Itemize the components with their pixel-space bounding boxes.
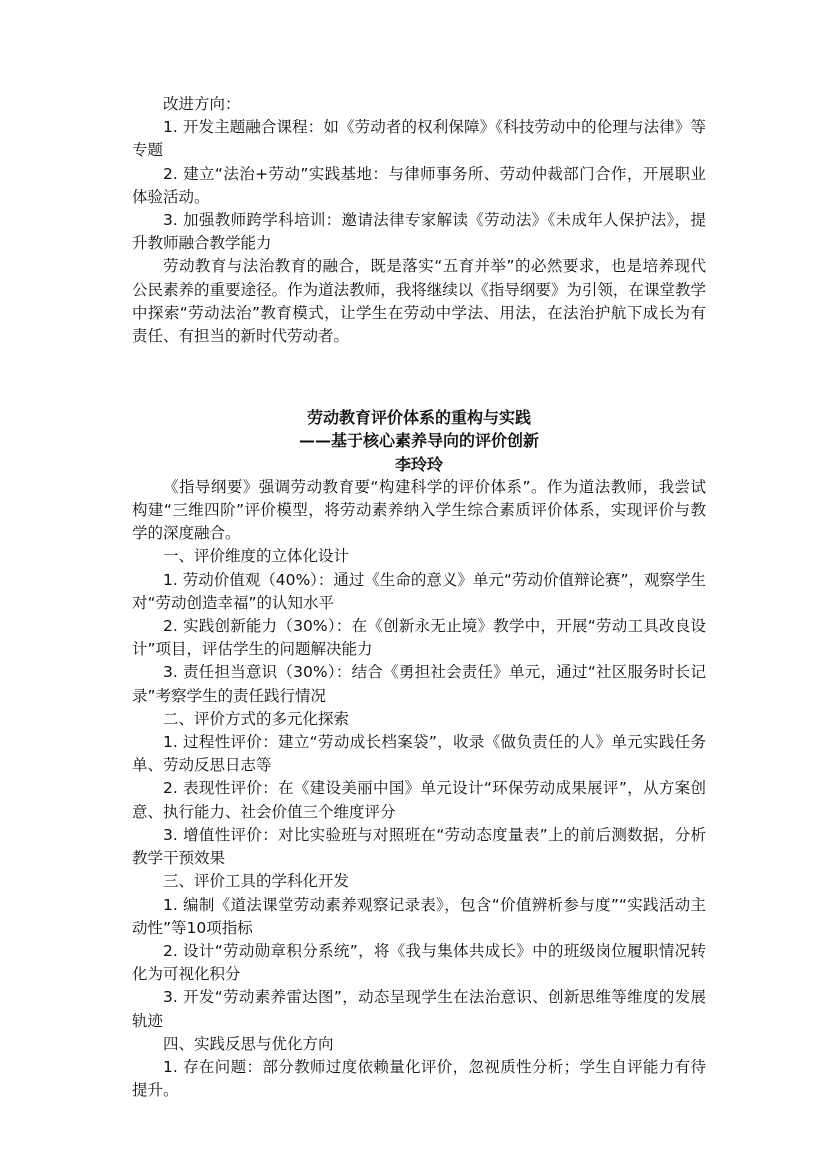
section-heading-4: 四、实践反思与优化方向 bbox=[163, 1034, 334, 1053]
section-2-item-1: 1. 过程性评价：建立“劳动成长档案袋”，收录《做负责任的人》单元实践任务单、劳动反思日志等 bbox=[132, 733, 706, 775]
section-heading-3: 三、评价工具的学科化开发 bbox=[163, 872, 350, 891]
section-spacer bbox=[132, 348, 706, 406]
section-1-item-1: 1. 劳动价值观（40%）：通过《生命的意义》单元“劳动价值辩论赛”，观察学生对“劳动创造幸福”的认知水平 bbox=[132, 570, 706, 612]
section-2-item-3: 3. 增值性评价：对比实验班与对照班在“劳动态度量表”上的前后测数据，分析教学干预效果 bbox=[132, 825, 706, 868]
section-1-item-2: 2. 实践创新能力（30%）：在《创新永无止境》教学中，开展“劳动工具改良设计”项目，评估学生的问题解决能力 bbox=[132, 617, 706, 659]
article-author: 李玲玲 bbox=[394, 454, 443, 474]
section-4-item-1: 1. 存在问题：部分教师过度依赖量化评价，忽视质性分析；学生自评能力有待提升。 bbox=[132, 1057, 706, 1100]
section-3-item-1: 1. 编制《道法课堂劳动素养观察记录表》，包含“价值辨析参与度”“实践活动主动性”等10项指标 bbox=[132, 895, 706, 937]
section-2-item-2: 2. 表现性评价：在《建设美丽中国》单元设计“环保劳动成果展评”，从方案创意、执行能力、社会价值三个维度评分 bbox=[132, 779, 706, 821]
improvement-heading: 改进方向： bbox=[163, 95, 241, 113]
conclusion-paragraph: 劳动教育与法治教育的融合，既是落实“五育并举”的必然要求，也是培养现代公民素养的重要途径。作为道法教师，我将继续以《指导纲要》为引领，在课堂教学中探索“劳动法治”教育模式，让学生在劳动中学法、用法，在法治护航下成长为有责任、有担当的新时代劳动者。 bbox=[132, 257, 706, 346]
article-title: 劳动教育评价体系的重构与实践 bbox=[306, 408, 531, 428]
section-1-item-3: 3. 责任担当意识（30%）：结合《勇担社会责任》单元，通过“社区服务时长记录”考察学生的责任践行情况 bbox=[132, 663, 706, 705]
improvement-item-3: 3. 加强教师跨学科培训：邀请法律专家解读《劳动法》《未成年人保护法》，提升教师融合教学能力 bbox=[132, 211, 706, 253]
improvement-item-2: 2. 建立“法治+劳动”实践基地：与律师事务所、劳动仲裁部门合作，开展职业体验活动。 bbox=[132, 164, 706, 206]
article-subtitle: ——基于核心素养导向的评价创新 bbox=[298, 431, 539, 451]
section-3-item-2: 2. 设计“劳动勋章积分系统”，将《我与集体共成长》中的班级岗位履职情况转化为可视化积分 bbox=[132, 941, 706, 984]
intro-paragraph: 《指导纲要》强调劳动教育要“构建科学的评价体系”。作为道法教师，我尝试构建“三维四阶”评价模型，将劳动素养纳入学生综合素质评价体系，实现评价与教学的深度融合。 bbox=[132, 477, 706, 543]
section-3-item-3: 3. 开发“劳动素养雷达图”，动态呈现学生在法治意识、创新思维等维度的发展轨迹 bbox=[132, 988, 706, 1030]
document-body bbox=[132, 93, 706, 1102]
section-heading-1: 一、评价维度的立体化设计 bbox=[163, 547, 350, 566]
improvement-item-1: 1. 开发主题融合课程：如《劳动者的权利保障》《科技劳动中的伦理与法律》等专题 bbox=[132, 118, 706, 160]
section-heading-2: 二、评价方式的多元化探索 bbox=[163, 709, 350, 728]
